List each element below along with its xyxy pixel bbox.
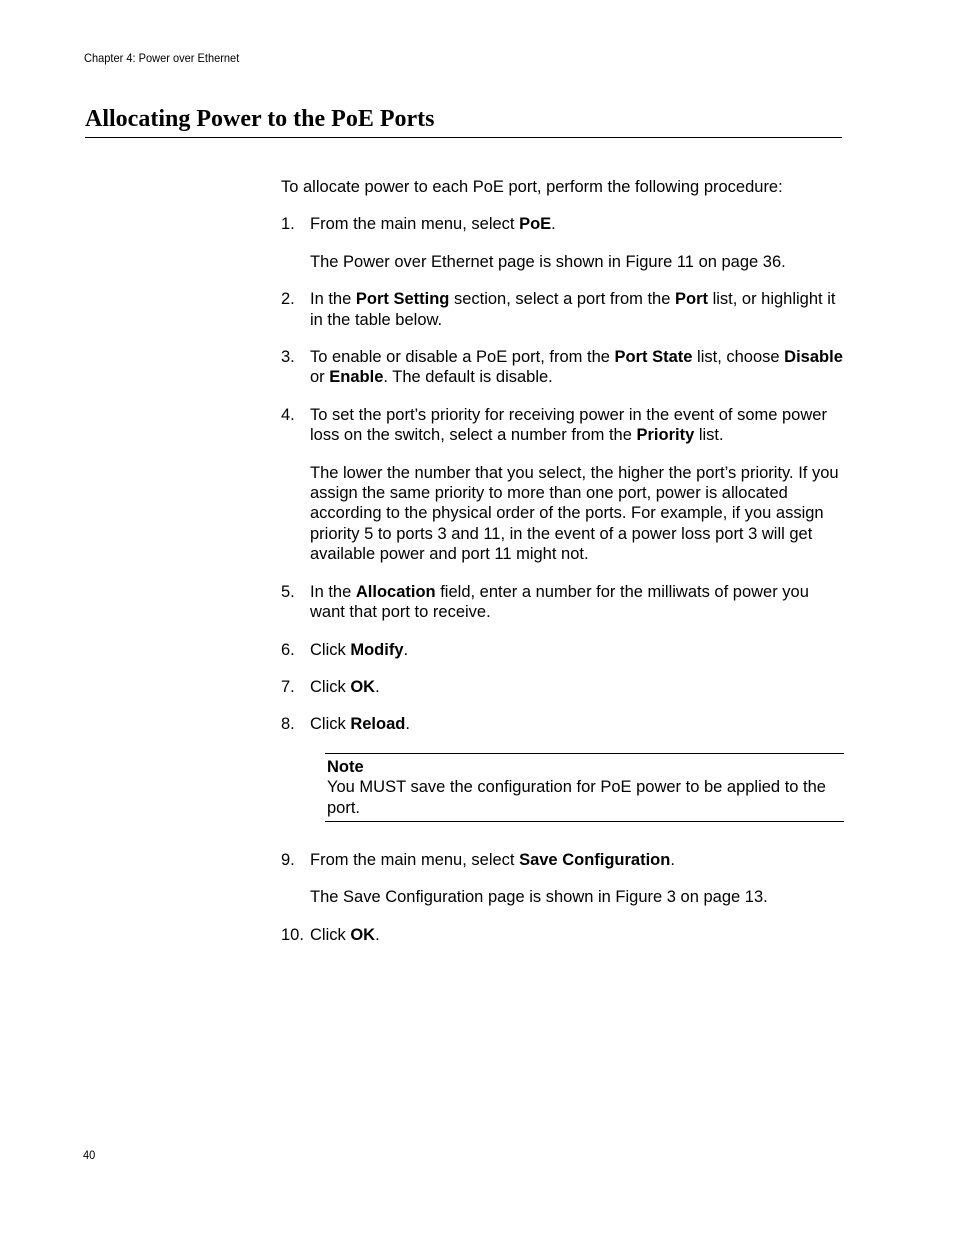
- page-number: 40: [83, 1148, 96, 1162]
- step-text: Click Reload.: [310, 715, 410, 734]
- step-number: 3.: [281, 348, 295, 367]
- step-number: 2.: [281, 290, 295, 309]
- step-number: 1.: [281, 215, 295, 234]
- step-number: 10.: [281, 925, 304, 944]
- step-result: The Power over Ethernet page is shown in Figure 11 on page 36.: [310, 252, 786, 271]
- step-2: [281, 289, 846, 330]
- intro-text: To allocate power to each PoE port, perform the following procedure:: [281, 178, 783, 196]
- step-text: To set the port’s priority for receiving power in the event of some power loss on the switch, select a number from the Priority list.: [310, 405, 827, 445]
- step-text: From the main menu, select PoE.: [310, 215, 556, 234]
- running-header: Chapter 4: Power over Ethernet: [84, 51, 240, 65]
- step-9: [281, 850, 846, 908]
- step-number: 8.: [281, 715, 295, 734]
- step-text: In the Allocation field, enter a number for the milliwats of power you want that port to receive.: [310, 582, 809, 622]
- step-text: To enable or disable a PoE port, from the Port State list, choose Disable or Enable. The default is disable.: [310, 348, 843, 387]
- step-number: 5.: [281, 582, 295, 601]
- note-box: [325, 753, 844, 822]
- step-4: [281, 405, 846, 565]
- step-1: [281, 214, 846, 272]
- step-8: [281, 714, 846, 734]
- step-6: [281, 640, 846, 660]
- step-number: 6.: [281, 640, 295, 659]
- step-number: 9.: [281, 850, 295, 869]
- note-text: You MUST save the configuration for PoE power to be applied to the port.: [327, 778, 826, 817]
- step-explanation: The lower the number that you select, the higher the port’s priority. If you assign the same priority to more than one port, power is allocated according to the physical order of the ports. For example, if you assign priority 5 to ports 3 and 11, in the event of a power loss port 3 will get available power and port 11 might not.: [310, 463, 839, 564]
- step-text: In the Port Setting section, select a port from the Port list, or highlight it in the table below.: [310, 290, 836, 329]
- step-text: Click Modify.: [310, 640, 409, 659]
- step-5: [281, 582, 846, 623]
- step-text: Click OK.: [310, 677, 380, 696]
- note-heading: Note: [327, 757, 364, 776]
- step-number: 4.: [281, 405, 295, 424]
- step-3: [281, 347, 846, 388]
- step-result: The Save Configuration page is shown in Figure 3 on page 13.: [310, 888, 768, 907]
- step-number: 7.: [281, 677, 295, 696]
- step-text: From the main menu, select Save Configuration.: [310, 850, 675, 869]
- section-title: Allocating Power to the PoE Ports: [85, 106, 842, 138]
- step-text: Click OK.: [310, 925, 380, 944]
- procedure-body: [281, 177, 846, 962]
- step-7: [281, 677, 846, 697]
- step-10: [281, 925, 846, 945]
